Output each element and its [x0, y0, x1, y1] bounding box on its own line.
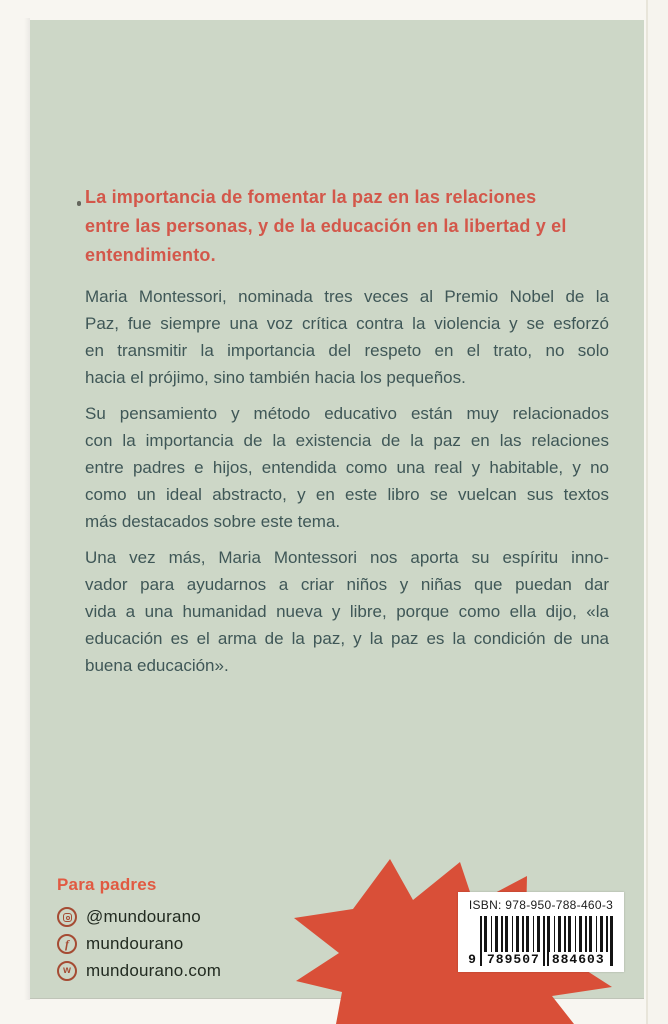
- headline: [85, 183, 609, 270]
- headline-line: entre las personas, y de la educación en la libertad y el: [85, 216, 567, 236]
- social-facebook: [57, 933, 221, 955]
- body-line: Una vez más, Maria Montessori nos aporta su espíritu inno-: [85, 548, 609, 567]
- instagram-glyph: [63, 913, 72, 922]
- facebook-glyph: f: [65, 937, 69, 951]
- page-stack-edge: [646, 0, 668, 1024]
- isbn-box: [458, 892, 624, 972]
- instagram-handle: @mundourano: [86, 907, 201, 926]
- print-fleck: [77, 201, 81, 206]
- publisher-brand-block: [57, 875, 221, 987]
- headline-line: La importancia de fomentar la paz en las relaciones: [85, 187, 537, 207]
- barcode: [466, 916, 616, 968]
- barcode-group: 884603: [549, 952, 608, 967]
- barcode-digits: [466, 952, 616, 967]
- body-line: vida a una humanidad nueva y libre, porque como ella dijo, «la: [85, 602, 609, 621]
- spine-shadow: [24, 18, 30, 1000]
- paragraph-1: [85, 283, 609, 391]
- body-line: Paz, fue siempre una voz crítica contra la violencia y se esforzó: [85, 314, 609, 333]
- body-line: educación es el arma de la paz, y la paz es la condición de una: [85, 629, 609, 648]
- facebook-icon: [57, 934, 77, 954]
- body-line: Su pensamiento y método educativo están muy relacionados: [85, 404, 609, 423]
- barcode-group: 789507: [484, 952, 543, 967]
- isbn-label: ISBN: 978-950-788-460-3: [468, 898, 614, 912]
- body-line: vador para ayudarnos a criar niños y niñas que puedan dar: [85, 575, 609, 594]
- body-line: Maria Montessori, nominada tres veces al Premio Nobel de la: [85, 287, 609, 306]
- barcode-lead-digit: 9: [466, 952, 478, 967]
- website-url: mundourano.com: [86, 961, 222, 980]
- social-website: [57, 960, 221, 982]
- body-line: en transmitir la importancia del respeto en el trato, no solo: [85, 341, 609, 360]
- web-glyph: w: [63, 965, 71, 976]
- body-line: con la importancia de la existencia de la paz en las relaciones: [85, 431, 609, 450]
- web-icon: [57, 961, 77, 981]
- headline-line: entendimiento.: [85, 245, 216, 265]
- body-line: como un ideal abstracto, y en este libro se vuelcan sus textos: [85, 485, 609, 504]
- body-line: más destacados sobre este tema.: [85, 512, 341, 531]
- audience-label: Para padres: [57, 875, 157, 894]
- facebook-handle: mundourano: [86, 934, 184, 953]
- body-line: buena educación».: [85, 656, 229, 675]
- body-line: entre padres e hijos, entendida como una real y habitable, y no: [85, 458, 609, 477]
- instagram-icon: [57, 907, 77, 927]
- paragraph-2: [85, 400, 609, 535]
- paragraph-3: [85, 544, 609, 679]
- back-cover: [30, 20, 644, 999]
- cover-text-column: [85, 183, 609, 688]
- body-line: hacia el prójimo, sino también hacia los pequeños.: [85, 368, 466, 387]
- social-instagram: [57, 906, 221, 928]
